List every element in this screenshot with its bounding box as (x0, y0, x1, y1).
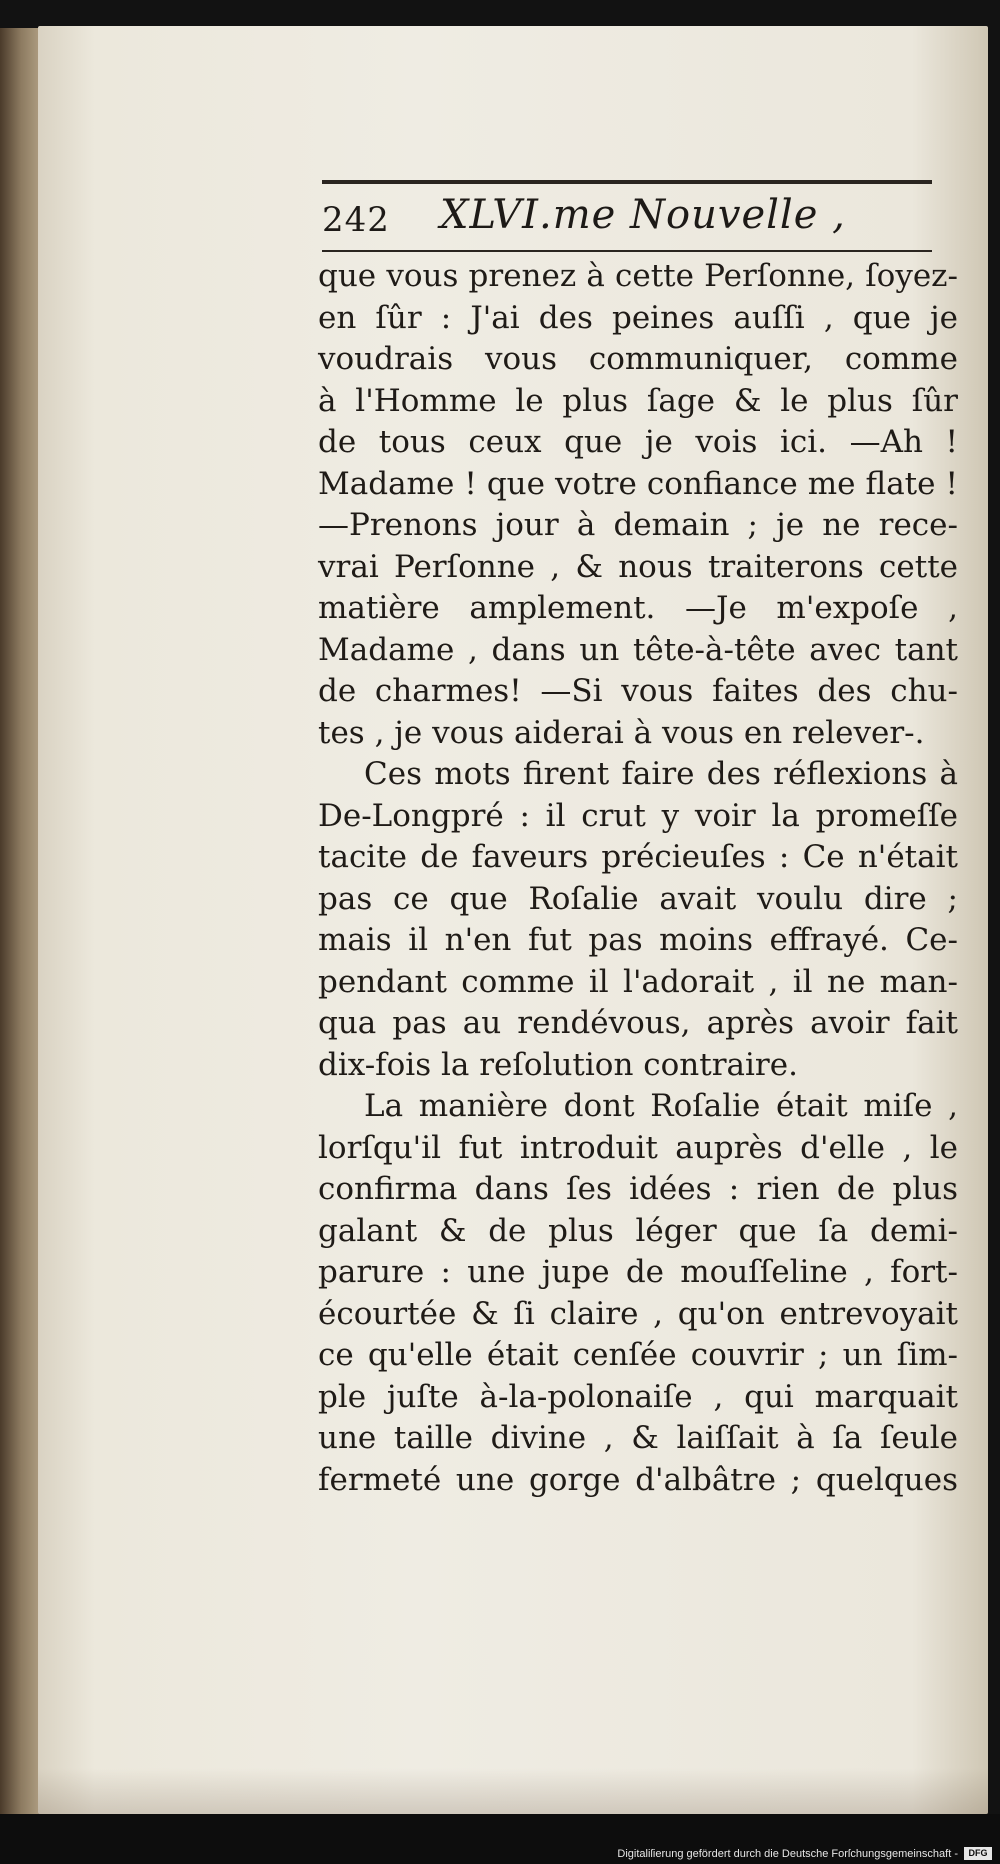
header-rule-bottom (322, 250, 932, 252)
text-line: de charmes! —Si vous faites des chu- (318, 673, 958, 709)
body-text (318, 256, 958, 1501)
text-line: tacite de faveurs précieuſes : Ce n'était (318, 839, 958, 875)
text-line: à l'Homme le plus ſage & le plus ſûr (318, 382, 958, 419)
text-line: matière amplement. —Je m'expoſe , (318, 590, 958, 626)
footer-bar (0, 1814, 1000, 1864)
text-line: dix-fois la reſolution contraire. (318, 1046, 798, 1083)
text-line: vrai Perſonne , & nous traiterons cette (318, 548, 958, 585)
page-bottom-shade (38, 1768, 988, 1814)
funding-credit: Digitaliſierung gefördert durch die Deutsche Forſchungsgemeinschaft - (617, 1848, 958, 1860)
text-line: pas ce que Roſalie avait voulu dire ; (318, 880, 958, 917)
dfg-logo: DFG (964, 1847, 992, 1860)
text-line: De-Longpré : il crut y voir la promeſſe (318, 797, 958, 834)
page-number: 242 (322, 200, 390, 240)
running-head (322, 192, 932, 248)
text-line: en ſûr : J'ai des peines auſſi , que je (318, 299, 958, 336)
text-line: galant & de plus léger que ſa demi- (318, 1212, 958, 1249)
text-line: Madame , dans un tête-à-tête avec tant (318, 631, 958, 668)
text-line: mais il n'en fut pas moins effrayé. Ce- (318, 922, 958, 958)
text-line: confirma dans ſes idées : rien de plus (318, 1171, 958, 1207)
text-line: ce qu'elle était cenſée couvrir ; un ſim- (318, 1337, 958, 1373)
header-rule-top (322, 180, 932, 184)
text-line: fermeté une gorge d'albâtre ; quelques (318, 1461, 958, 1498)
text-line: —Prenons jour à demain ; je ne rece- (318, 507, 958, 543)
text-line: parure : une jupe de mouſſeline , fort- (318, 1254, 958, 1290)
text-line: La manière dont Roſalie était miſe , (364, 1088, 958, 1124)
text-line: de tous ceux que je vois ici. —Ah ! (318, 424, 958, 460)
text-line: lorſqu'il fut introduit auprès d'elle , le (318, 1129, 958, 1166)
running-title: XLVI.me Nouvelle , (440, 192, 846, 238)
text-line: tes , je vous aiderai à vous en relever-. (318, 714, 925, 751)
text-line: Madame ! que votre confiance me flate ! (318, 465, 958, 502)
text-line: ple juſte à-la-polonaiſe , qui marquait (318, 1378, 958, 1415)
text-line: une taille divine , & laiſſait à ſa ſeule (318, 1420, 958, 1456)
text-line: Ces mots firent faire des réflexions à (364, 756, 958, 792)
text-line: écourtée & ſi claire , qu'on entrevoyait (318, 1295, 958, 1332)
text-line: qua pas au rendévous, après avoir fait (318, 1005, 958, 1041)
text-line: pendant comme il l'adorait , il ne man- (318, 963, 958, 1000)
text-line: voudrais vous communiquer, comme (318, 341, 958, 377)
text-line: que vous prenez à cette Perſonne, ſoyez- (318, 258, 958, 294)
